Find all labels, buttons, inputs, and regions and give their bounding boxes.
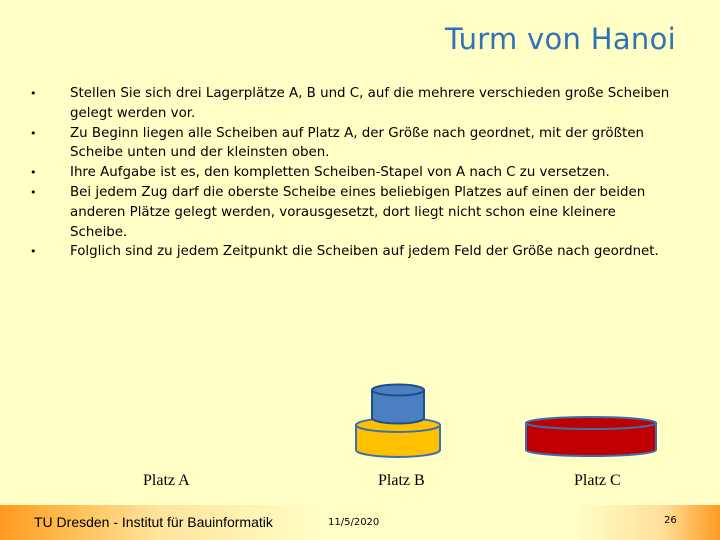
bullet-item: • Bei jedem Zug darf die oberste Scheibe eines beliebigen Platzes auf einen der beiden anderen Plätze gelegt werden, vorausgesetzt, dort liegt nicht schon eine kleinere Scheibe. — [30, 183, 670, 242]
place-b-label: Platz B — [378, 472, 425, 489]
bullet-item: • Zu Beginn liegen alle Scheiben auf Platz A, der Größe nach geordnet, mit der größten Scheibe unten und der kleinsten oben. — [30, 124, 670, 164]
place-a-label: Platz A — [143, 472, 190, 489]
footer-institution: TU Dresden - Institut für Bauinformatik — [34, 514, 273, 530]
page-number: 26 — [664, 515, 677, 526]
place-c-label: Platz C — [574, 472, 621, 489]
bullet-item: • Stellen Sie sich drei Lagerplätze A, B und C, auf die mehrere verschieden große Scheiben gelegt werden vor. — [30, 84, 670, 124]
slide-title: Turm von Hanoi — [444, 22, 676, 56]
red-disk — [526, 417, 656, 456]
footer-date: 11/5/2020 — [328, 517, 380, 528]
bullet-item: • Folglich sind zu jedem Zeitpunkt die Scheiben auf jedem Feld der Größe nach geordnet. — [30, 242, 670, 262]
blue-disk — [372, 385, 424, 424]
bullet-item: • Ihre Aufgabe ist es, den kompletten Scheiben-Stapel von A nach C zu versetzen. — [30, 163, 670, 183]
